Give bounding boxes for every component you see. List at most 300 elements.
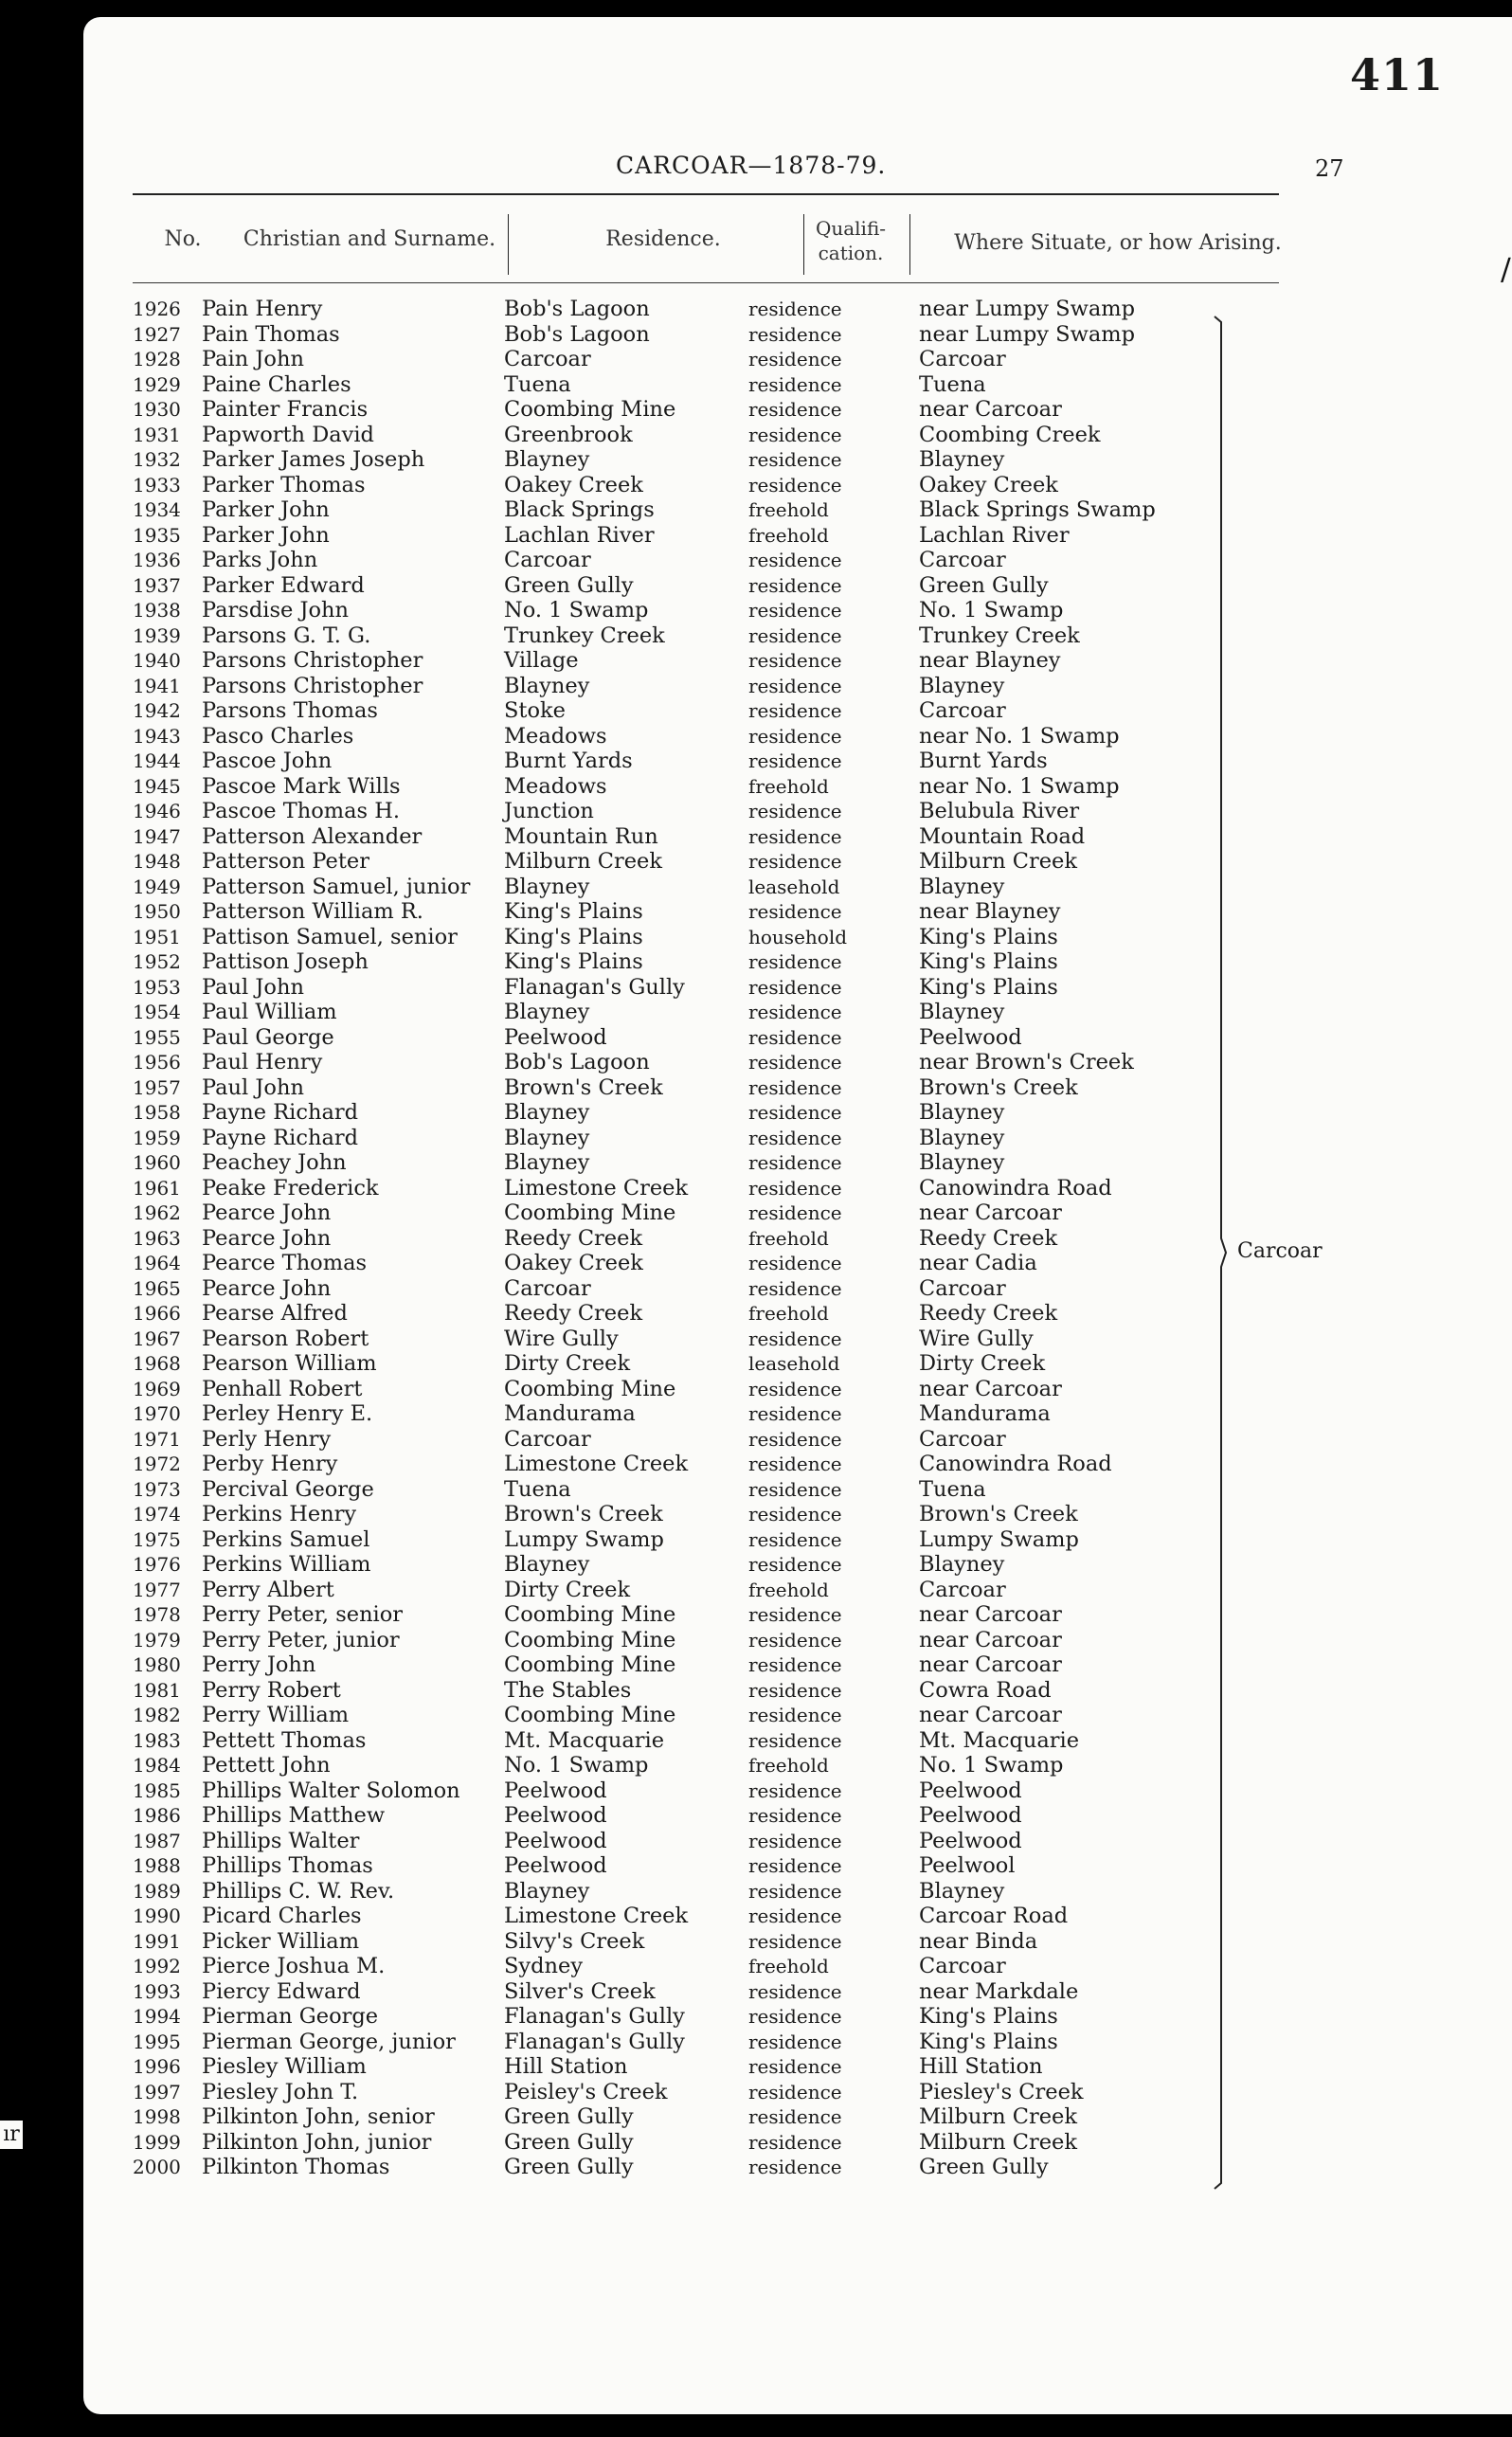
qualification: residence	[748, 1728, 842, 1752]
where-situate: near Carcoar	[919, 1376, 1062, 1401]
residence: Peisley's Creek	[504, 2079, 668, 2104]
qualification: residence	[748, 1477, 842, 1501]
residence: Peelwood	[504, 1803, 607, 1828]
elector-name: Perkins Henry	[202, 1502, 357, 1526]
qualification: residence	[748, 573, 842, 597]
residence: Dirty Creek	[504, 1577, 631, 1602]
entry-number: 1987	[133, 1829, 181, 1852]
entry-number: 1981	[133, 1678, 181, 1702]
elector-name: Piesley William	[202, 2054, 367, 2079]
qualification: freehold	[748, 498, 829, 521]
elector-name: Peachey John	[202, 1150, 347, 1175]
residence: Peelwood	[504, 1778, 607, 1803]
residence: Sydney	[504, 1954, 584, 1978]
qualification: residence	[748, 800, 842, 822]
where-situate: No. 1 Swamp	[919, 1753, 1064, 1778]
residence: Coombing Mine	[504, 397, 676, 422]
table-row	[133, 1853, 1175, 1879]
entry-number: 1936	[133, 549, 181, 571]
entry-number: 1966	[133, 1302, 181, 1325]
residence: Carcoar	[504, 548, 591, 572]
qualification: residence	[748, 1377, 842, 1400]
entry-number: 1995	[133, 2030, 181, 2053]
elector-name: Payne Richard	[202, 1125, 359, 1150]
table-row	[133, 548, 1175, 573]
residence: Tuena	[504, 1476, 571, 1502]
elector-name: Pattison Joseph	[202, 949, 369, 974]
qualification: residence	[748, 1025, 842, 1049]
entry-number: 1996	[133, 2055, 181, 2078]
elector-name: Phillips Walter Solomon	[202, 1778, 460, 1803]
qualification: residence	[748, 372, 842, 396]
table-row	[133, 1226, 1175, 1252]
where-situate: Carcoar	[919, 1426, 1006, 1452]
table-row	[133, 598, 1175, 623]
entry-number: 1979	[133, 1628, 181, 1652]
elector-name: Pierman George, junior	[202, 2029, 456, 2054]
table-row	[133, 1000, 1175, 1025]
table-row	[133, 1778, 1175, 1804]
elector-name: Pain John	[202, 347, 304, 371]
entry-number: 1992	[133, 1955, 181, 1977]
table-row	[133, 1979, 1175, 2005]
qualification: freehold	[748, 774, 829, 798]
entry-number: 1975	[133, 1527, 181, 1551]
where-situate: Mt. Macquarie	[919, 1727, 1080, 1753]
elector-name: Phillips Walter	[202, 1828, 360, 1853]
where-situate: No. 1 Swamp	[919, 598, 1064, 623]
qualification: residence	[748, 1879, 842, 1903]
elector-name: Pierman George	[202, 2004, 379, 2029]
qualification: residence	[748, 322, 842, 346]
entry-number: 1947	[133, 824, 181, 848]
residence: Blayney	[504, 673, 590, 698]
entry-number: 1985	[133, 1778, 181, 1802]
table-row	[133, 1703, 1175, 1728]
table-row	[133, 749, 1175, 774]
table-row	[133, 1602, 1175, 1628]
where-situate: Hill Station	[919, 2054, 1043, 2079]
entry-number: 1940	[133, 649, 181, 672]
where-situate: Green Gully	[919, 2155, 1049, 2179]
entry-number: 1951	[133, 925, 181, 948]
qualification: residence	[748, 649, 842, 672]
residence: Bob's Lagoon	[504, 297, 650, 321]
residence: Green Gully	[504, 2155, 634, 2179]
residence: Green Gully	[504, 2129, 634, 2155]
where-situate: Blayney	[919, 1000, 1005, 1024]
residence: Bob's Lagoon	[504, 1050, 650, 1074]
table-row	[133, 648, 1175, 674]
residence: Mt. Macquarie	[504, 1727, 665, 1753]
entry-number: 1961	[133, 1176, 181, 1200]
where-situate: King's Plains	[919, 949, 1058, 974]
header-top-rule	[133, 193, 1279, 195]
table-row	[133, 1452, 1175, 1477]
register-rows	[133, 297, 1175, 2180]
entry-number: 1953	[133, 975, 181, 999]
residence: Flanagan's Gully	[504, 2004, 685, 2029]
where-situate: Coombing Creek	[919, 422, 1101, 447]
residence: No. 1 Swamp	[504, 1753, 649, 1778]
table-row	[133, 1276, 1175, 1302]
where-situate: Dirty Creek	[919, 1351, 1046, 1376]
entry-number: 1931	[133, 423, 181, 446]
table-row	[133, 899, 1175, 925]
residence: Village	[504, 648, 579, 673]
header-name: Christian and Surname.	[243, 227, 496, 251]
entry-number: 1969	[133, 1377, 181, 1400]
elector-name: Pearce John	[202, 1225, 332, 1251]
entry-number: 1962	[133, 1201, 181, 1224]
qualification: residence	[748, 1929, 842, 1953]
qualification: residence	[748, 1603, 842, 1626]
where-situate: Wire Gully	[919, 1326, 1034, 1351]
elector-name: Perry Robert	[202, 1677, 341, 1703]
entry-number: 1956	[133, 1051, 181, 1074]
elector-name: Papworth David	[202, 422, 374, 447]
entry-number: 1984	[133, 1754, 181, 1777]
table-row	[133, 774, 1175, 800]
entry-number: 1993	[133, 1979, 181, 2003]
qualification: freehold	[748, 1754, 829, 1777]
qualification: residence	[748, 749, 842, 772]
residence: Blayney	[504, 1150, 590, 1175]
elector-name: Pearce John	[202, 1275, 332, 1301]
entry-number: 1990	[133, 1904, 181, 1927]
table-row	[133, 1200, 1175, 1226]
where-situate: Blayney	[919, 1150, 1005, 1175]
residence: Silvy's Creek	[504, 1928, 645, 1954]
where-situate: near Cadia	[919, 1251, 1037, 1275]
qualification: residence	[748, 2055, 842, 2078]
residence: Peelwood	[504, 1853, 607, 1878]
entry-number: 1963	[133, 1226, 181, 1250]
where-situate: Peelwood	[919, 1803, 1022, 1828]
entry-number: 1926	[133, 298, 181, 320]
table-row	[133, 2054, 1175, 2080]
where-situate: Carcoar	[919, 698, 1006, 723]
elector-name: Pettett John	[202, 1753, 331, 1778]
qualification: residence	[748, 1101, 842, 1124]
elector-name: Pearce John	[202, 1200, 332, 1225]
elector-name: Piercy Edward	[202, 1978, 361, 2004]
qualification: residence	[748, 1829, 842, 1852]
entry-number: 1959	[133, 1126, 181, 1149]
table-row	[133, 724, 1175, 749]
residence: Blayney	[504, 1552, 590, 1577]
elector-name: Picker William	[202, 1928, 360, 1954]
where-situate: Carcoar	[919, 1577, 1006, 1602]
table-row	[133, 1050, 1175, 1075]
residence: Carcoar	[504, 1275, 591, 1301]
table-row	[133, 1251, 1175, 1276]
where-situate: Peelwood	[919, 1778, 1022, 1803]
table-row	[133, 875, 1175, 900]
residence: Green Gully	[504, 2104, 634, 2129]
where-situate: Belubula River	[919, 799, 1080, 823]
entry-number: 1964	[133, 1252, 181, 1274]
residence: Trunkey Creek	[504, 623, 665, 648]
qualification: freehold	[748, 1578, 829, 1601]
residence: Peelwood	[504, 1828, 607, 1853]
entry-number: 1934	[133, 498, 181, 521]
table-row	[133, 1678, 1175, 1704]
elector-name: Paine Charles	[202, 371, 351, 397]
elector-name: Pascoe Mark Wills	[202, 773, 401, 799]
qualification: residence	[748, 448, 842, 471]
elector-name: Pascoe John	[202, 749, 333, 773]
residence: Carcoar	[504, 1426, 591, 1452]
elector-name: Patterson William R.	[202, 899, 423, 924]
elector-name: Parker John	[202, 497, 330, 522]
qualification: residence	[748, 2080, 842, 2103]
entry-number: 1955	[133, 1025, 181, 1049]
where-situate: Peelwool	[919, 1853, 1016, 1878]
where-situate: Green Gully	[919, 572, 1049, 598]
where-situate: near Brown's Creek	[919, 1050, 1134, 1074]
table-row	[133, 1477, 1175, 1503]
residence: Wire Gully	[504, 1326, 619, 1351]
elector-name: Phillips C. W. Rev.	[202, 1878, 395, 1904]
table-row	[133, 523, 1175, 549]
table-row	[133, 423, 1175, 448]
qualification: residence	[748, 1276, 842, 1300]
elector-name: Parks John	[202, 548, 318, 572]
elector-name: Pilkinton John, junior	[202, 2129, 432, 2155]
where-situate: Reedy Creek	[919, 1301, 1058, 1326]
table-row	[133, 497, 1175, 523]
qualification: residence	[748, 1075, 842, 1099]
elector-name: Perly Henry	[202, 1426, 332, 1452]
where-situate: Milburn Creek	[919, 2129, 1077, 2155]
elector-name: Percival George	[202, 1476, 374, 1502]
table-row	[133, 573, 1175, 599]
header-qualification: Qualifi-cation.	[815, 217, 887, 264]
residence: Peelwood	[504, 1024, 607, 1050]
entry-number: 1991	[133, 1929, 181, 1953]
where-situate: near No. 1 Swamp	[919, 773, 1120, 799]
where-situate: Brown's Creek	[919, 1502, 1078, 1526]
qualification: freehold	[748, 1226, 829, 1250]
qualification: residence	[748, 1453, 842, 1475]
where-situate: Mandurama	[919, 1401, 1051, 1426]
column-separator	[803, 214, 804, 275]
residence: Stoke	[504, 698, 566, 723]
entry-number: 1938	[133, 599, 181, 622]
table-row	[133, 824, 1175, 850]
table-row	[133, 1126, 1175, 1151]
elector-name: Phillips Matthew	[202, 1803, 386, 1828]
where-situate: near Carcoar	[919, 1602, 1062, 1627]
qualification: residence	[748, 975, 842, 999]
where-situate: near Blayney	[919, 648, 1061, 673]
table-row	[133, 1803, 1175, 1829]
where-situate: Lachlan River	[919, 522, 1070, 548]
where-situate: Piesley's Creek	[919, 2079, 1084, 2104]
residence: Meadows	[504, 723, 607, 749]
entry-number: 1972	[133, 1453, 181, 1475]
qualification: residence	[748, 1553, 842, 1576]
qualification: residence	[748, 623, 842, 647]
elector-name: Paul Henry	[202, 1050, 323, 1074]
where-situate: Carcoar	[919, 1954, 1006, 1978]
entry-number: 1997	[133, 2080, 181, 2103]
residence: Junction	[504, 799, 594, 823]
entry-number: 1970	[133, 1402, 181, 1425]
table-row	[133, 2104, 1175, 2130]
entry-number: 1937	[133, 573, 181, 597]
elector-name: Perkins Samuel	[202, 1526, 370, 1552]
elector-name: Parsons Christopher	[202, 673, 423, 698]
entry-number: 1949	[133, 875, 181, 898]
qualification: residence	[748, 1904, 842, 1927]
where-situate: Carcoar	[919, 347, 1006, 371]
column-separator	[508, 214, 509, 275]
table-row	[133, 1301, 1175, 1327]
entry-number: 1994	[133, 2005, 181, 2028]
residence: Reedy Creek	[504, 1225, 643, 1251]
qualification: residence	[748, 473, 842, 496]
residence: Bob's Lagoon	[504, 321, 650, 347]
qualification: residence	[748, 1051, 842, 1074]
table-row	[133, 2080, 1175, 2105]
table-row	[133, 1879, 1175, 1904]
where-situate: near Lumpy Swamp	[919, 297, 1135, 321]
table-row	[133, 1929, 1175, 1955]
column-separator	[909, 214, 910, 275]
table-row	[133, 1351, 1175, 1377]
where-situate: Blayney	[919, 1125, 1005, 1150]
qualification: residence	[748, 2005, 842, 2028]
elector-name: Paul William	[202, 1000, 337, 1024]
qualification: residence	[748, 1653, 842, 1676]
entry-number: 1960	[133, 1151, 181, 1174]
elector-name: Peake Frederick	[202, 1175, 379, 1200]
residence: Reedy Creek	[504, 1301, 643, 1326]
elector-name: Payne Richard	[202, 1100, 359, 1125]
residence: Burnt Yards	[504, 749, 633, 773]
elector-name: Pilkinton John, senior	[202, 2104, 435, 2129]
elector-name: Parker John	[202, 522, 330, 548]
elector-name: Pascoe Thomas H.	[202, 799, 400, 823]
qualification: residence	[748, 1527, 842, 1551]
table-row	[133, 1753, 1175, 1778]
qualification: residence	[748, 824, 842, 848]
residence: Dirty Creek	[504, 1351, 631, 1376]
entry-number: 1935	[133, 523, 181, 547]
entry-number: 1989	[133, 1879, 181, 1903]
table-row	[133, 975, 1175, 1001]
residence: Coombing Mine	[504, 1602, 676, 1627]
residence: Blayney	[504, 874, 590, 899]
table-row	[133, 1377, 1175, 1402]
table-row	[133, 473, 1175, 498]
elector-name: Patterson Samuel, junior	[202, 874, 471, 899]
elector-name: Perry John	[202, 1652, 316, 1677]
where-situate: Blayney	[919, 447, 1005, 472]
qualification: residence	[748, 950, 842, 973]
where-situate: near Lumpy Swamp	[919, 321, 1135, 347]
table-row	[133, 1401, 1175, 1427]
right-margin-mark: /	[1501, 251, 1511, 287]
elector-name: Parsons G. T. G.	[202, 623, 371, 648]
table-row	[133, 1829, 1175, 1854]
qualification: household	[748, 925, 848, 948]
page-number: 411	[1350, 49, 1445, 100]
sheet-number: 27	[1315, 155, 1344, 182]
elector-name: Piesley John T.	[202, 2079, 359, 2104]
elector-name: Perley Henry E.	[202, 1401, 373, 1426]
qualification: residence	[748, 2030, 842, 2053]
residence: Coombing Mine	[504, 1703, 676, 1727]
qualification: residence	[748, 1327, 842, 1350]
table-row	[133, 849, 1175, 875]
qualification: residence	[748, 298, 842, 320]
entry-number: 1968	[133, 1352, 181, 1375]
where-situate: near Carcoar	[919, 1200, 1062, 1225]
qualification: residence	[748, 1252, 842, 1274]
residence: Green Gully	[504, 572, 634, 598]
where-situate: near Markdale	[919, 1978, 1079, 2004]
entry-number: 1929	[133, 372, 181, 396]
qualification: residence	[748, 348, 842, 370]
elector-name: Penhall Robert	[202, 1376, 363, 1401]
elector-name: Parker Edward	[202, 572, 365, 598]
table-row	[133, 1150, 1175, 1176]
where-situate: Oakey Creek	[919, 472, 1058, 497]
elector-name: Pettett Thomas	[202, 1727, 367, 1753]
elector-name: Patterson Peter	[202, 849, 369, 874]
entry-number: 1943	[133, 724, 181, 748]
table-row	[133, 372, 1175, 398]
entry-number: 1974	[133, 1503, 181, 1525]
entry-number: 1976	[133, 1553, 181, 1576]
entry-number: 1957	[133, 1075, 181, 1099]
left-margin-mark: ır	[0, 2121, 23, 2149]
table-row	[133, 447, 1175, 473]
where-situate: Blayney	[919, 1100, 1005, 1125]
residence: Coombing Mine	[504, 1652, 676, 1677]
residence: King's Plains	[504, 949, 643, 974]
elector-name: Parker Thomas	[202, 472, 366, 497]
residence: King's Plains	[504, 924, 643, 949]
qualification: residence	[748, 1628, 842, 1652]
where-situate: King's Plains	[919, 2029, 1058, 2054]
district-label: Carcoar	[1237, 1239, 1323, 1263]
elector-name: Perkins William	[202, 1552, 371, 1577]
qualification: residence	[748, 423, 842, 446]
table-row	[133, 1075, 1175, 1101]
where-situate: Carcoar	[919, 548, 1006, 572]
table-row	[133, 1502, 1175, 1527]
right-brace	[1213, 315, 1228, 2191]
residence: Oakey Creek	[504, 1251, 643, 1275]
header-where: Where Situate, or how Arising.	[954, 231, 1282, 255]
entry-number: 1980	[133, 1653, 181, 1676]
entry-number: 1945	[133, 774, 181, 798]
entry-number: 1928	[133, 348, 181, 370]
residence: Coombing Mine	[504, 1627, 676, 1652]
qualification: residence	[748, 2156, 842, 2178]
elector-name: Painter Francis	[202, 397, 369, 422]
entry-number: 1967	[133, 1327, 181, 1350]
qualification: residence	[748, 1001, 842, 1023]
where-situate: Black Springs Swamp	[919, 497, 1156, 522]
where-situate: near Blayney	[919, 899, 1061, 924]
table-row	[133, 674, 1175, 699]
where-situate: Brown's Creek	[919, 1074, 1078, 1100]
